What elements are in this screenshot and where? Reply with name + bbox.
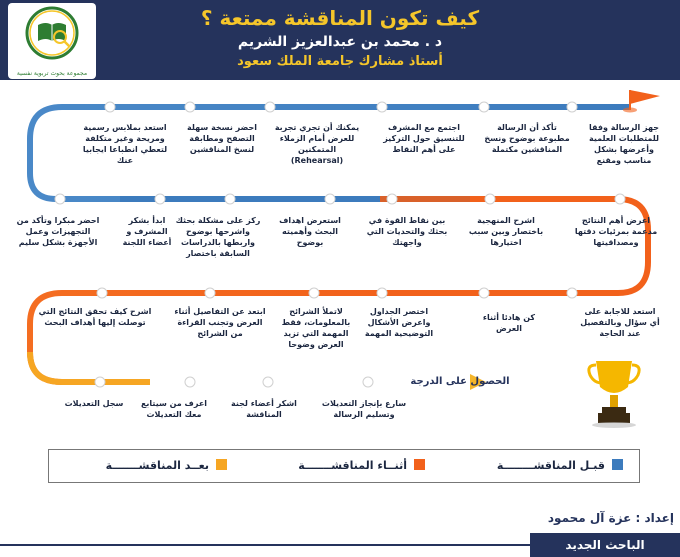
step-link-results: اشرح كيف تحقق النتائج التي توصلت إليها أهداف البحث [38,307,152,327]
logo-caption: مجموعة بحوث تربوية نفسية [16,70,88,77]
legend-swatch-before [612,459,623,470]
step-avoid-details: ابتعد عن التفاصيل أثناء العرض وتجنب القراءة من الشرائح [174,307,266,338]
timeline-node [105,102,115,112]
footer-brand: الباحث الجديد [530,533,680,557]
timeline-node [265,102,275,112]
step-stay-calm: كن هادئا أثناء العرض [482,313,536,333]
step-thank-committee: ابدأ بشكر المشرف و أعضاء اللجنة [122,216,172,247]
legend-swatch-after [216,459,227,470]
step-objectives: استعرض اهداف البحث وأهميته بوضوح [279,216,341,247]
legend [48,449,640,483]
step-rehearsal: يمكنك أن تجري تجربة للعرض أمام الزملاء المتمكنين (Rehearsal) [274,123,360,165]
step-bring-copy: احضر نسخة سهلة التصفح ومطابقة لنسخ المناقشين [187,123,257,154]
timeline-node [185,377,195,387]
footer-divider [0,544,540,546]
timeline-node [55,194,65,204]
timeline-node [479,102,489,112]
step-thank-members: اشكر أعضاء لجنة المناقشة [231,399,297,419]
step-finish-edits: سارع بإنجاز التعديلات وتسليم الرسالة [321,399,407,419]
step-formal-dress: استعد بملابس رسمية ومريحة وغير متكلفة لتعطي انطباعا ايجابيا عنك [82,123,168,165]
step-slides-content: لاتملأ الشرائح بالمعلومات، فقط المهمة التي تزيد العرض وضوحا [281,307,351,349]
legend-during: أثنــاء المناقشـــــــة [298,459,407,472]
step-answer-questions: استعد للاجابة على أي سؤال وبالتفصيل عند الحاجة [580,307,660,338]
timeline-node [615,194,625,204]
timeline-node [95,377,105,387]
timeline-node [225,194,235,204]
step-show-results: اعرض أهم النتائج مدعمة بمرئيات دقتها ومصداقيتها [574,216,658,247]
footer [0,533,680,557]
author-name: د . محمد بن عبدالعزيز الشريم [237,34,443,50]
timeline-node [325,194,335,204]
timeline-node [377,102,387,112]
step-strengths: بين نقاط القوة في بحثك والتحديات التي واجهتك [366,216,448,247]
step-arrive-early: احضر مبكرا وتأكد من التجهيزات وعمل الأجهزة بشكل سليم [16,216,100,247]
legend-swatch-during [414,459,425,470]
step-meet-supervisor: اجتمع مع المشرف للتنسيق حول التركيز على أهم النقاط [383,123,465,154]
step-tables-figures: اختصر الجداول واعرض الأشكال التوضيحية المهمة [364,307,434,338]
timeline-node [263,377,273,387]
step-record-edits: سجل التعديلات [64,399,124,408]
goal-label: الحصول على الدرجة [410,376,510,387]
timeline-node [309,288,319,298]
step-research-problem: ركز على مشكلة بحثك واشرحها بوضوح واربطها بالدراسات السابقة باختصار [175,216,261,258]
timeline-node [567,288,577,298]
timeline-node [97,288,107,298]
legend-before: قبـل المناقشــــــــة [496,459,605,472]
timeline-node [205,288,215,298]
legend-after: بعــد المناقشـــــــة [105,459,209,472]
step-prepare-thesis: جهز الرسالة وفقا للمتطلبات العلمية وأعرضها بشكل مناسب ومقنع [588,123,660,165]
timeline-node [185,102,195,112]
timeline-node [363,377,373,387]
step-follow-up: اعرف من سيتابع معك التعديلات [140,399,208,419]
author-position: أستاذ مشارك جامعة الملك سعود [237,54,443,69]
timeline-node [479,288,489,298]
timeline-node [377,288,387,298]
timeline-node [387,194,397,204]
timeline-node [567,102,577,112]
timeline-node [155,194,165,204]
prepared-by: إعداد : عزة آل محمود [547,511,674,525]
step-check-print: تأكد أن الرسالة مطبوعة بوضوح ونسخ المناقشين مكتملة [484,123,570,154]
step-explain-method: اشرح المنهجية باختصار وبين سبب اختيارها [468,216,544,247]
page-title: كيف تكون المناقشة ممتعة ؟ [200,6,480,30]
timeline-node [485,194,495,204]
